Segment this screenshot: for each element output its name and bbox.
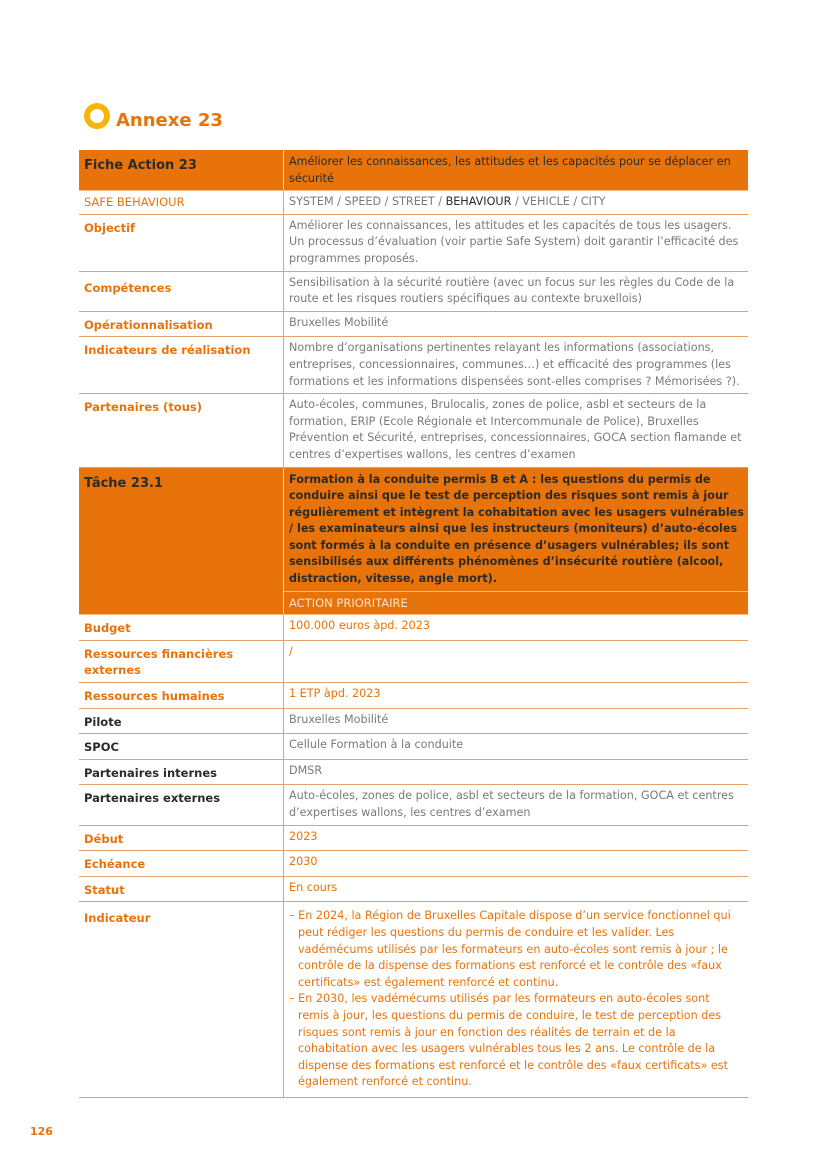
detail-label: Pilote: [79, 708, 284, 734]
detail-label: Ressources financières externes: [79, 640, 284, 682]
action-sheet-table: [79, 150, 748, 1098]
partenaires-externes-row: [79, 785, 748, 825]
row-value: Bruxelles Mobilité: [284, 311, 749, 337]
detail-value: /: [284, 640, 749, 682]
partenaires-internes-row: [79, 759, 748, 785]
detail-label: SPOC: [79, 734, 284, 760]
safe-tags: SYSTEM / SPEED / STREET / BEHAVIOUR / VEHICLE / CITY: [284, 191, 749, 215]
detail-label: Début: [79, 825, 284, 851]
objectif-row: [79, 214, 748, 271]
pilote-row: [79, 708, 748, 734]
detail-value: En cours: [284, 876, 749, 902]
task-priority-row: [79, 591, 748, 615]
safe-tag: STREET: [391, 195, 435, 209]
detail-value: Auto-écoles, zones de police, asbl et secteurs de la formation, GOCA et centres d’expertises wallons, les centres d’examen: [284, 785, 749, 825]
row-label: Compétences: [79, 271, 284, 311]
detail-label: Statut: [79, 876, 284, 902]
budget-row: [79, 615, 748, 641]
target-ring-icon: [84, 103, 110, 129]
detail-value: Bruxelles Mobilité: [284, 708, 749, 734]
indicateur-item: – En 2030, les vadémécums utilisés par les formateurs en auto-écoles sont remis à jour, les questions du permis de conduire, le test de perception des risques sont remis à jour en fonction des réalités de terrain et de la cohabitation avec les usagers vulnérables tous les 2 ans. Le contrôle de la dispense des formations est renforcé et le contrôle des «faux certificats» est également renforcé et continu.: [289, 992, 728, 1089]
safe-tag: SYSTEM: [289, 195, 334, 209]
detail-label: Partenaires externes: [79, 785, 284, 825]
detail-label: Echéance: [79, 851, 284, 877]
fiche-label: Fiche Action 23: [79, 150, 284, 191]
annex-title: Annexe 23: [116, 109, 223, 131]
row-label: Objectif: [79, 214, 284, 271]
indicateur-list: [289, 908, 744, 1091]
detail-value: Cellule Formation à la conduite: [284, 734, 749, 760]
detail-label: Indicateur: [79, 902, 284, 1098]
fiche-value: Améliorer les connaissances, les attitudes et les capacités pour se déplacer en sécurité: [284, 150, 749, 191]
row-label: Indicateurs de réalisation: [79, 337, 284, 394]
statut-row: [79, 876, 748, 902]
fiche-row: [79, 150, 748, 191]
annex-heading: [84, 103, 223, 129]
detail-value: 2023: [284, 825, 749, 851]
row-value: Nombre d’organisations pertinentes relayant les informations (associations, entreprises, concessionnaires, communes…) et efficacité des programmes (les formations et les informations dispensées sont-elles comprises ? Mémorisées ?).: [284, 337, 749, 394]
detail-value: 2030: [284, 851, 749, 877]
safe-behaviour-row: [79, 191, 748, 215]
competences-row: [79, 271, 748, 311]
task-label-spacer: [79, 591, 284, 615]
detail-value: DMSR: [284, 759, 749, 785]
detail-label: Budget: [79, 615, 284, 641]
safe-tag-highlighted: BEHAVIOUR: [445, 195, 512, 209]
indicateurs-row: [79, 337, 748, 394]
row-label: Partenaires (tous): [79, 394, 284, 467]
task-label: Tâche 23.1: [79, 467, 284, 591]
task-row: [79, 467, 748, 591]
debut-row: [79, 825, 748, 851]
row-label: Opérationnalisation: [79, 311, 284, 337]
task-value: Formation à la conduite permis B et A : les questions du permis de conduire ainsi que le test de perception des risques sont remis à jour régulièrement et intègrent la cohabitation avec les usagers vulnérables / les examinateurs ainsi que les instructeurs (moniteurs) d’auto-écoles sont formés à la conduite en présence d’usagers vulnérables; ils sont sensibilisés aux différents phénomènes d’insécurité routière (alcool, distraction, vitesse, angle mort).: [284, 467, 749, 591]
ressources-humaines-row: [79, 683, 748, 709]
safe-tag: CITY: [580, 195, 606, 209]
detail-label: Ressources humaines: [79, 683, 284, 709]
row-value: Améliorer les connaissances, les attitudes et les capacités de tous les usagers. Un processus d’évaluation (voir partie Safe System) doit garantir l’efficacité des programmes proposés.: [284, 214, 749, 271]
page-number: 126: [30, 1125, 53, 1138]
safe-tag: SPEED: [344, 195, 382, 209]
safe-tag: VEHICLE: [522, 195, 570, 209]
detail-label: Partenaires internes: [79, 759, 284, 785]
indicateur-list-cell: [284, 902, 749, 1098]
row-value: Sensibilisation à la sécurité routière (avec un focus sur les règles du Code de la route et les risques routiers spécifiques au contexte bruxellois): [284, 271, 749, 311]
safe-label: SAFE BEHAVIOUR: [79, 191, 284, 215]
indicateur-item: – En 2024, la Région de Bruxelles Capitale dispose d’un service fonctionnel qui peut rédiger les questions du permis de conduire et les valider. Les vadémécums utilisés par les formateurs en auto-écoles sont remis à jour ; le contrôle de la dispense des formations est renforcé et le contrôle des «faux certificats» est également renforcé et continu.: [289, 909, 731, 989]
echeance-row: [79, 851, 748, 877]
detail-value: 1 ETP àpd. 2023: [284, 683, 749, 709]
priority-badge: ACTION PRIORITAIRE: [284, 591, 749, 615]
detail-value: 100.000 euros àpd. 2023: [284, 615, 749, 641]
indicateur-row: [79, 902, 748, 1098]
spoc-row: [79, 734, 748, 760]
row-value: Auto-écoles, communes, Brulocalis, zones de police, asbl et secteurs de la formation, ERIP (Ecole Régionale et Intercommunale de Police), Bruxelles Prévention et Sécurité, entreprises, concessionnaires, GOCA section flamande et centres d’expertises wallons, les centres d’examen: [284, 394, 749, 467]
ressources-financieres-row: [79, 640, 748, 682]
operationnalisation-row: [79, 311, 748, 337]
partenaires-row: [79, 394, 748, 467]
